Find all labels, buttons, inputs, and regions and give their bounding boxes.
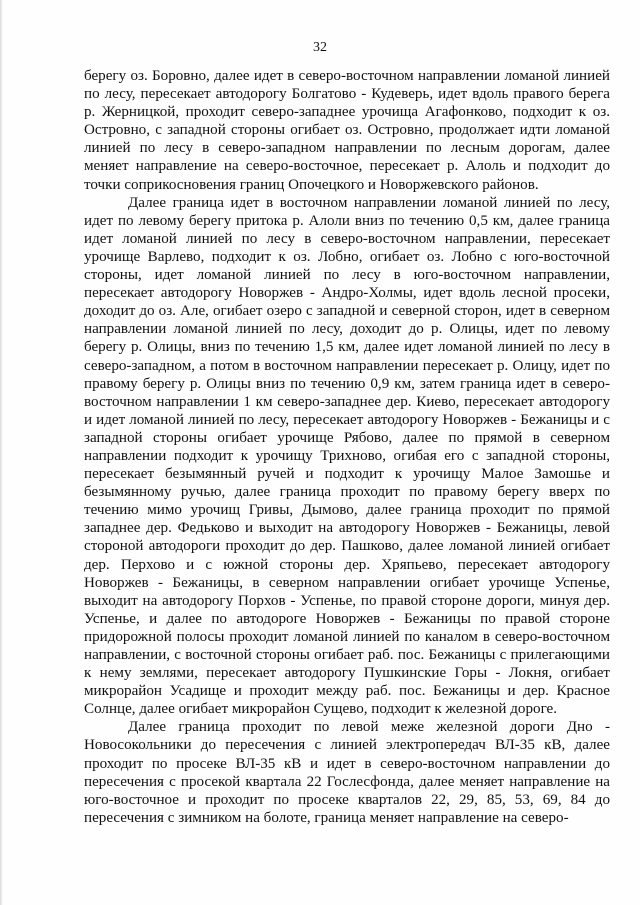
paragraph-continuation: берегу оз. Боровно, далее идет в северо-восточном направлении ломаной линией по лесу, пересекает автодорогу Болгатово - Кудеверь, идет вдоль правого берега р. Жерницкой, проходит северо-западнее урочища Агафонково, подходит к оз. Островно, с западной стороны огибает оз. Островно, продолжает идти ломаной линией по лесу в северо-западном направлении по лесным дорогам, далее меняет направление на северо-восточное, пересекает р. Алоль и подходит до точки соприкосновения границ Опочецкого и Новоржевского районов. bbox=[84, 68, 610, 193]
page-number: 32 bbox=[313, 40, 327, 55]
paragraph-border-description: Далее граница идет в восточном направлении ломаной линией по лесу, идет по левому берегу притока р. Алоли вниз по течению 0,5 км, далее граница идет ломаной линией по лесу в северо-восточном направлении, пересекает урочище Варлево, подходит к оз. Лобно, огибает оз. Лобно с юго-восточной стороны, идет ломаной линией по лесу в юго-восточном направлении, пересекает автодорогу Новоржев - Андро-Холмы, идет вдоль лесной просеки, доходит до оз. Але, огибает озеро с западной и северной сторон, идет в северном направлении ломаной линией по лесу, доходит до р. Олицы, идет по левому берегу р. Олицы, вниз по течению 1,5 км, далее идет ломаной линией по лесу в северо-западном, а потом в восточном направлении пересекает р. Олицу, идет по правому берегу р. Олицы вниз по течению 0,9 км, затем граница идет в северо-восточном направлении 1 км северо-западнее дер. Киево, пересекает автодорогу и идет ломаной линией по лесу, пересекает автодорогу Новоржев - Бежаницы и с западной стороны огибает урочище Рябово, далее по прямой в северном направлении подходит к урочищу Трихново, огибая его с западной стороны, пересекает безымянный ручей и подходит к урочищу Малое Замошье и безымянному ручью, далее граница проходит по правому берегу вверх по течению мимо урочищ Гривы, Дымово, далее граница проходит по прямой западнее дер. Федьково и выходит на автодорогу Новоржев - Бежаницы, левой стороной автодороги проходит до дер. Пашково, далее ломаной линией огибает дер. Перхово и с южной стороны дер. Хряпьево, пересекает автодорогу Новоржев - Бежаницы, в северном направлении огибает урочище Успенье, выходит на автодорогу Порхов - Успенье, по правой стороне дороги, минуя дер. Успенье, и далее по автодороге Новоржев - Бежаницы по правой стороне придорожной полосы проходит ломаной линией по каналом в северо-восточном направлении, с восточной стороны огибает раб. пос. Бежаницы с прилегающими к нему землями, пересекает автодорогу Пушкинские Горы - Локня, огибает микрорайон Усадище и проходит между раб. пос. Бежаницы и дер. Красное Солнце, далее огибает микрорайон Сущево, подходит к железной дороге. bbox=[84, 194, 610, 718]
paragraph-railway-section: Далее граница проходит по левой меже железной дороги Дно - Новосокольники до пересечения с линией электропередач ВЛ-35 кВ, далее проходит по просеке ВЛ-35 кВ и идет в северо-восточном направлении до пересечения с просекой квартала 22 Гослесфонда, далее меняет направление на юго-восточное и проходит по просеке кварталов 22, 29, 85, 53, 69, 84 до пересечения с зимником на болоте, граница меняет направление на северо- bbox=[84, 719, 610, 826]
body-text bbox=[84, 67, 610, 827]
scan-edge-shadow bbox=[0, 0, 3, 905]
